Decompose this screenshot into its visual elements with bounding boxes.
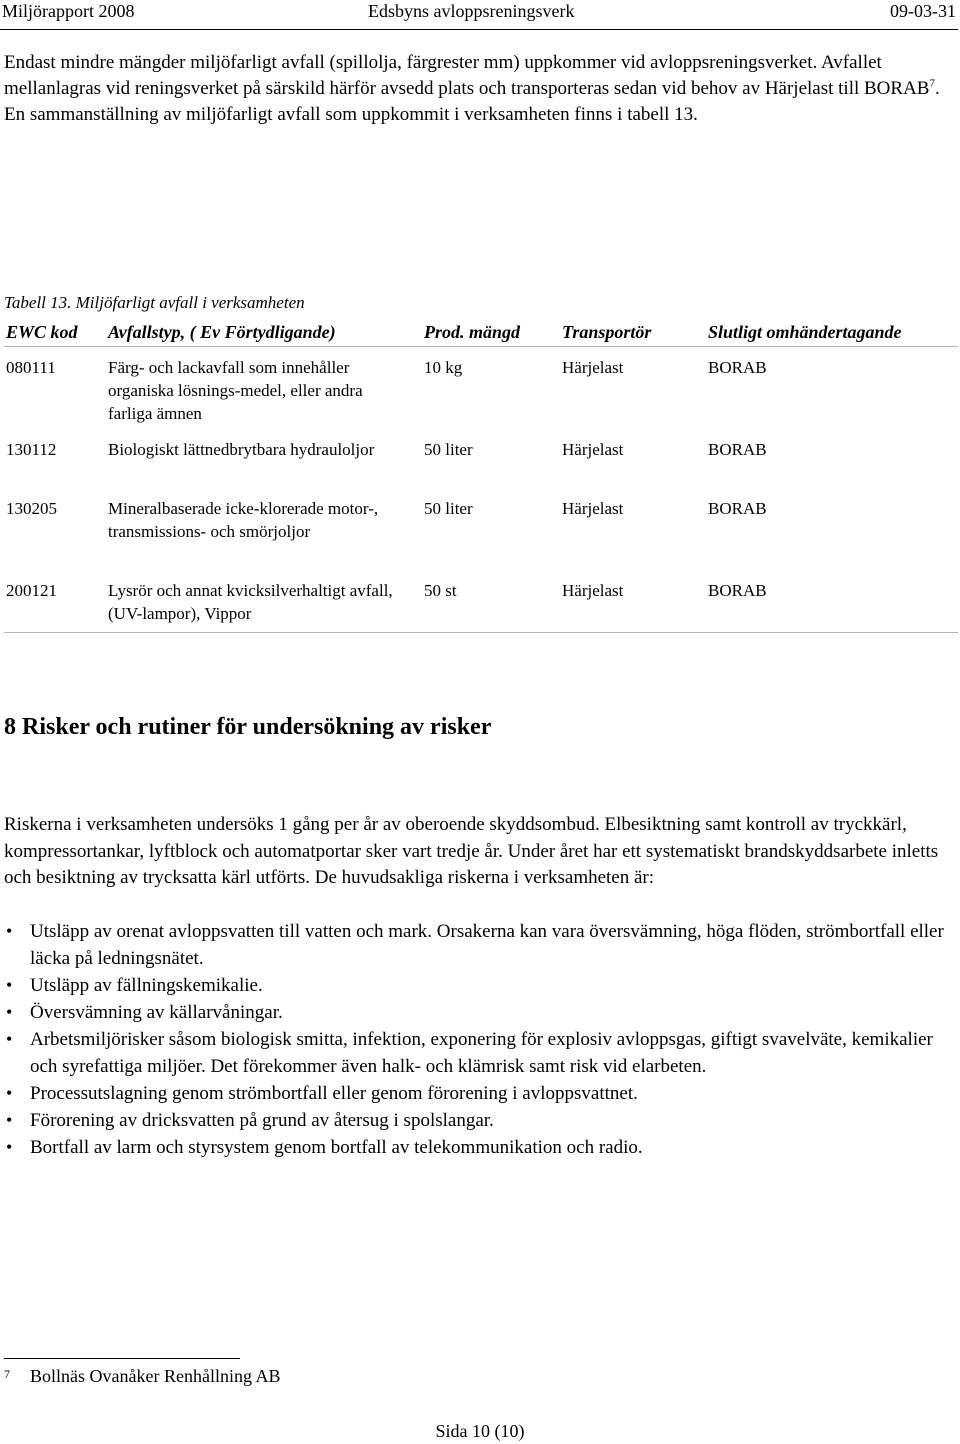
list-item	[4, 1107, 954, 1134]
cell-transporter: Härjelast	[562, 358, 624, 377]
list-item-text: Processutslagning genom strömbortfall eller genom förorening i avloppsvattnet.	[30, 1083, 638, 1104]
list-item	[4, 918, 954, 972]
bullet-icon: •	[6, 1002, 13, 1022]
table-caption: Tabell 13. Miljöfarligt avfall i verksamheten	[4, 293, 305, 312]
cell-ewc-code: 200121	[6, 581, 57, 600]
cell-amount: 50 liter	[424, 499, 473, 518]
bullet-icon: •	[6, 921, 13, 941]
list-item	[4, 1080, 954, 1107]
column-header-ewc-code: EWC kod	[6, 322, 78, 342]
cell-amount: 50 st	[424, 581, 457, 600]
cell-waste-type: Mineralbaserade icke-klorerade motor-, transmissions- och smörjoljor	[108, 499, 379, 541]
list-item-text: Bortfall av larm och styrsystem genom bortfall av telekommunikation och radio.	[30, 1137, 643, 1158]
column-header-waste-type: Avfallstyp, ( Ev Förtydligande)	[108, 322, 336, 342]
list-item	[4, 999, 954, 1026]
cell-final-disposal: BORAB	[708, 499, 767, 518]
cell-ewc-code: 080111	[6, 358, 56, 377]
table-row	[4, 488, 958, 570]
footnote-reference: 7	[929, 77, 935, 90]
list-item	[4, 1134, 954, 1161]
cell-waste-type: Färg- och lackavfall som innehåller organiska lösnings-medel, eller andra farliga ämnen	[108, 358, 363, 423]
risk-paragraph: Riskerna i verksamheten undersöks 1 gång per år av oberoende skyddsombud. Elbesiktning samt kontroll av tryckkärl, kompressortankar, lyftblock och automatportar sker vart tredje år. Under året har ett systematiskt brandskyddsarbete inletts och besiktning av trycksatta kärl utförts. De huvudsakliga riskerna i verksamheten är:	[4, 814, 939, 888]
table-row	[4, 570, 958, 630]
hazardous-waste-table	[4, 318, 958, 630]
header-report-title: Miljörapport 2008	[2, 1, 135, 21]
cell-transporter: Härjelast	[562, 440, 624, 459]
cell-ewc-code: 130112	[6, 440, 57, 459]
bullet-icon: •	[6, 1137, 13, 1157]
cell-ewc-code: 130205	[6, 499, 57, 518]
footnote-number: 7	[4, 1367, 10, 1381]
header-divider	[0, 29, 958, 30]
column-header-amount: Prod. mängd	[424, 322, 521, 342]
column-header-transporter: Transportör	[562, 322, 652, 342]
bullet-icon: •	[6, 1110, 13, 1130]
cell-waste-type: Biologiskt lättnedbrytbara hydrauloljor	[108, 440, 375, 459]
cell-transporter: Härjelast	[562, 581, 624, 600]
intro-paragraph	[4, 50, 954, 128]
cell-final-disposal: BORAB	[708, 358, 767, 377]
list-item-text: Utsläpp av orenat avloppsvatten till vatten och mark. Orsakerna kan vara översvämning, höga flöden, strömbortfall eller läcka på ledningsnätet.	[30, 921, 944, 969]
page-number: Sida 10 (10)	[435, 1421, 525, 1441]
footnote	[4, 1365, 281, 1387]
bullet-icon: •	[6, 975, 13, 995]
list-item	[4, 972, 954, 999]
page-header	[0, 0, 960, 30]
risk-list	[4, 918, 954, 1161]
list-item	[4, 1026, 954, 1080]
footnote-text: Bollnäs Ovanåker Renhållning AB	[30, 1366, 281, 1386]
table-header-row	[4, 318, 958, 347]
table-row	[4, 347, 958, 429]
list-item-text: Förorening av dricksvatten på grund av återsug i spolslangar.	[30, 1110, 494, 1131]
footnote-divider	[4, 1358, 240, 1359]
column-header-final-disposal: Slutligt omhändertagande	[708, 322, 902, 342]
list-item-text: Utsläpp av fällningskemikalie.	[30, 975, 263, 996]
table-row	[4, 429, 958, 488]
bullet-icon: •	[6, 1029, 13, 1049]
table-bottom-rule	[4, 632, 958, 633]
intro-text: Endast mindre mängder miljöfarligt avfall (spillolja, färgrester mm) uppkommer vid avloppsreningsverket. Avfallet mellanlagras vid reningsverket på särskild härför avsedd plats och transporteras sedan vid behov av Härjelast till BORAB	[4, 52, 930, 99]
bullet-icon: •	[6, 1083, 13, 1103]
header-facility-name: Edsbyns avloppsreningsverk	[368, 1, 575, 21]
section-heading: 8 Risker och rutiner för undersökning av risker	[4, 714, 492, 740]
cell-amount: 10 kg	[424, 358, 463, 377]
list-item-text: Arbetsmiljörisker såsom biologisk smitta, infektion, exponering för explosiv avloppsgas, giftigt svavelväte, kemikalier och syrefattiga miljöer. Det förekommer även halk- och klämrisk samt risk vid elarbeten.	[30, 1029, 933, 1077]
intro-text-continued: . En sammanställning av miljöfarligt avfall som uppkommit i verksamheten finns i tabell 13.	[4, 78, 940, 125]
cell-final-disposal: BORAB	[708, 440, 767, 459]
cell-waste-type: Lysrör och annat kvicksilverhaltigt avfall, (UV-lampor), Vippor	[108, 581, 393, 623]
cell-amount: 50 liter	[424, 440, 473, 459]
list-item-text: Översvämning av källarvåningar.	[30, 1002, 283, 1023]
cell-final-disposal: BORAB	[708, 581, 767, 600]
header-date: 09-03-31	[890, 1, 956, 21]
cell-transporter: Härjelast	[562, 499, 624, 518]
